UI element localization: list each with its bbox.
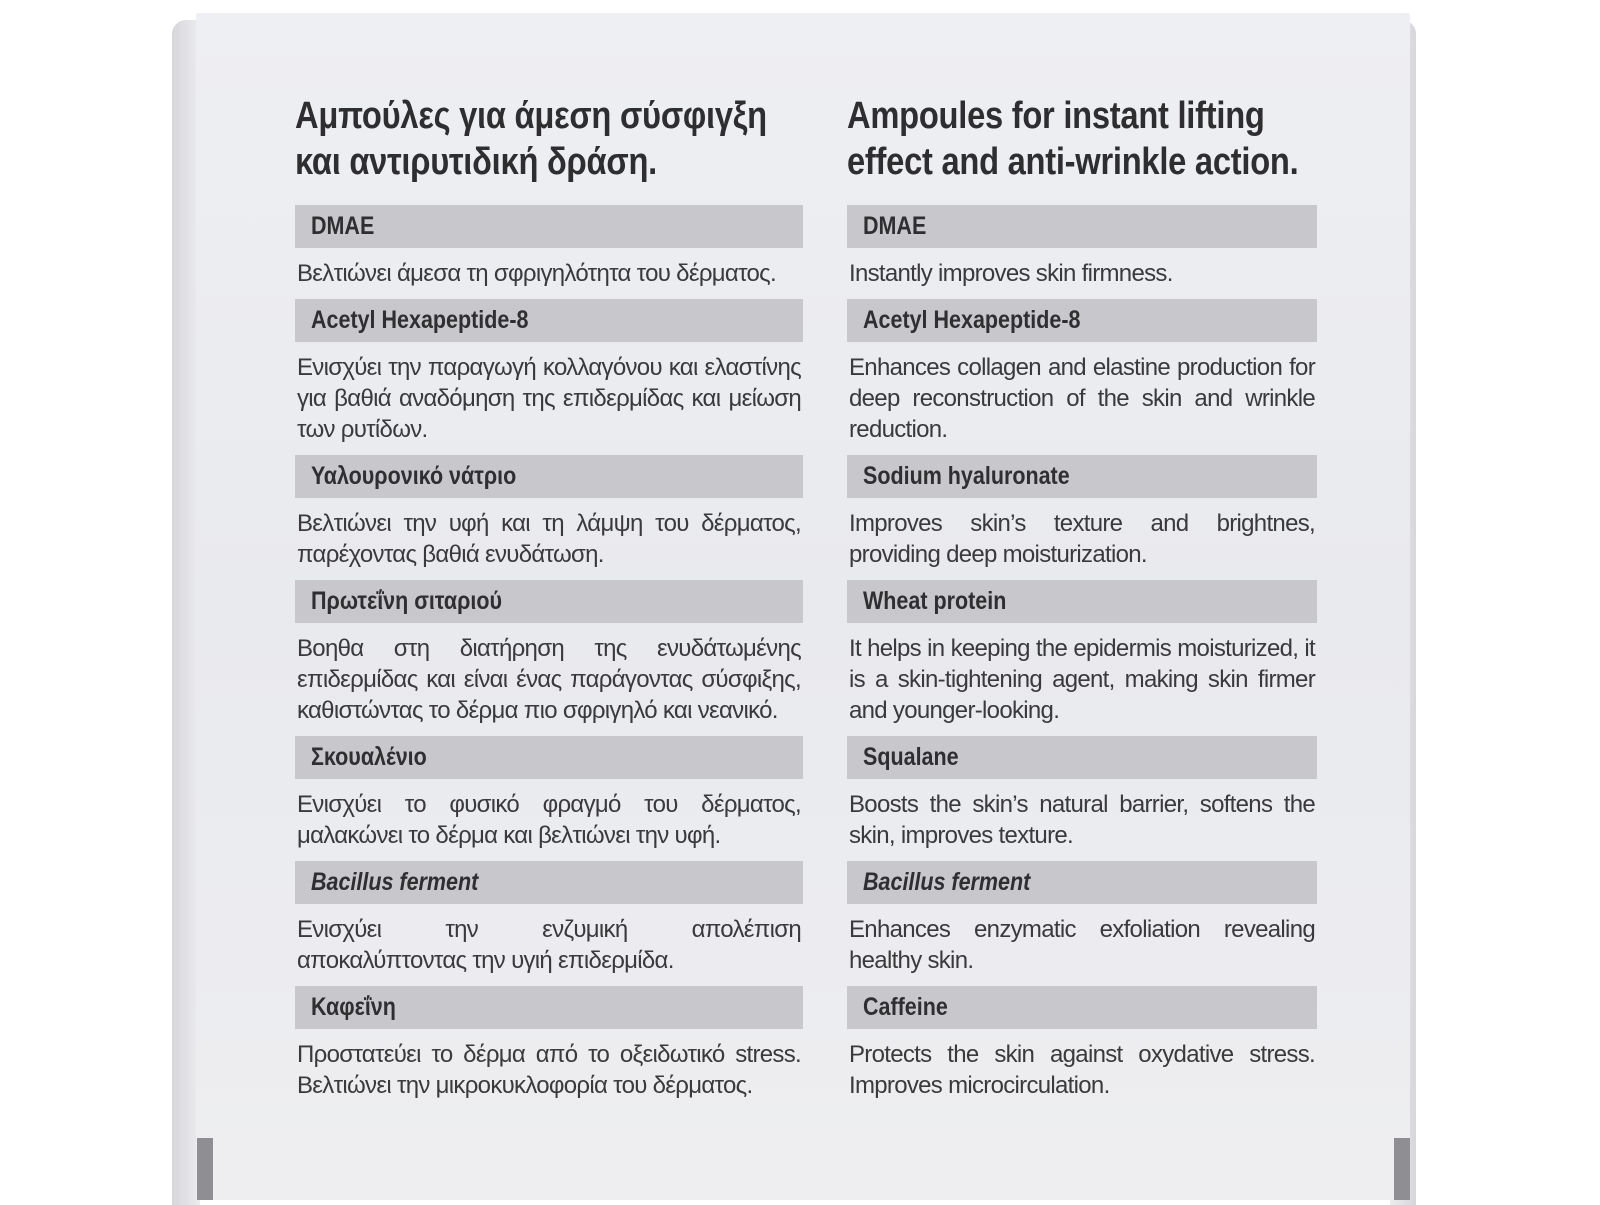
section-title: Acetyl Hexapeptide-8	[863, 306, 1081, 334]
section-description: Ενισχύει την παραγωγή κολλαγόνου και ελαστίνης για βαθιά αναδόμηση της επιδερμίδας και μείωση των ρυτίδων.	[297, 354, 801, 443]
section-header-bar	[847, 205, 1317, 248]
box-bottom-right-edge	[1394, 1138, 1410, 1200]
greek-section-squalane	[295, 736, 803, 851]
section-title: Υαλουρονικό νάτριο	[311, 462, 517, 490]
section-title: Wheat protein	[863, 587, 1007, 615]
section-title: Σκουαλένιο	[311, 743, 427, 771]
greek-section-bacillus-ferment	[295, 861, 803, 976]
section-header-bar	[295, 736, 803, 779]
section-header-bar	[847, 736, 1317, 779]
english-section-sodium-hyaluronate	[847, 455, 1317, 570]
english-heading-line-2: effect and anti-wrinkle action.	[847, 141, 1299, 183]
section-title: Bacillus ferment	[311, 868, 479, 896]
section-title: Acetyl Hexapeptide-8	[311, 306, 529, 334]
section-header-bar	[295, 861, 803, 904]
section-header-bar	[847, 580, 1317, 623]
section-description: Boosts the skin’s natural barrier, softens the skin, improves texture.	[849, 791, 1315, 849]
greek-heading	[295, 93, 767, 185]
english-section-caffeine	[847, 986, 1317, 1101]
section-header-bar	[295, 580, 803, 623]
section-header-bar	[847, 299, 1317, 342]
greek-section-wheat-protein	[295, 580, 803, 726]
greek-section-acetyl-hexapeptide	[295, 299, 803, 445]
section-description: Instantly improves skin firmness.	[849, 260, 1173, 287]
section-description: Enhances enzymatic exfoliation revealing healthy skin.	[849, 916, 1315, 974]
section-header-bar	[295, 205, 803, 248]
section-header-bar	[847, 986, 1317, 1029]
greek-heading-line-1: Αμπούλες για άμεση σύσφιγξη	[295, 95, 767, 137]
section-description: Protects the skin against oxydative stress. Improves microcirculation.	[849, 1041, 1315, 1099]
section-header-bar	[847, 455, 1317, 498]
english-section-dmae	[847, 205, 1317, 289]
section-header-bar	[295, 986, 803, 1029]
greek-column	[295, 93, 803, 1111]
section-description: Προστατεύει το δέρμα από το οξειδωτικό stress. Βελτιώνει την μικροκυκλοφορία του δέρματος.	[297, 1041, 801, 1099]
section-description: Ενισχύει το φυσικό φραγμό του δέρματος, μαλακώνει το δέρμα και βελτιώνει την υφή.	[297, 791, 801, 849]
greek-heading-line-2: και αντιρυτιδική δράση.	[295, 141, 657, 183]
section-title: DMAE	[863, 212, 927, 240]
section-description: Βοηθα στη διατήρηση της ενυδάτωμένης επιδερμίδας και είναι ένας παράγοντας σύσφιξης, καθιστώντας το δέρμα πιο σφριγηλό και νεανικό.	[297, 635, 801, 724]
section-title: Squalane	[863, 743, 959, 771]
english-section-acetyl-hexapeptide	[847, 299, 1317, 445]
section-title: Bacillus ferment	[863, 868, 1031, 896]
section-description: It helps in keeping the epidermis moisturized, it is a skin-tightening agent, making skin firmer and younger-looking.	[849, 635, 1315, 724]
section-title: Sodium hyaluronate	[863, 462, 1070, 490]
section-description: Ενισχύει την ενζυμική απολέπιση αποκαλύπτοντας την υγιή επιδερμίδα.	[297, 916, 801, 974]
section-title: Πρωτεΐνη σιταριού	[311, 587, 503, 615]
box-bottom-left-edge	[197, 1138, 213, 1200]
section-description: Βελτιώνει άμεσα τη σφριγηλότητα του δέρματος.	[297, 260, 776, 287]
english-section-bacillus-ferment	[847, 861, 1317, 976]
section-title: Καφεΐνη	[311, 993, 396, 1021]
english-heading	[847, 93, 1299, 185]
english-section-squalane	[847, 736, 1317, 851]
section-description: Improves skin’s texture and brightnes, providing deep moisturization.	[849, 510, 1315, 568]
section-header-bar	[295, 299, 803, 342]
greek-section-caffeine	[295, 986, 803, 1101]
greek-section-dmae	[295, 205, 803, 289]
section-header-bar	[847, 861, 1317, 904]
english-section-wheat-protein	[847, 580, 1317, 726]
greek-section-sodium-hyaluronate	[295, 455, 803, 570]
english-heading-line-1: Ampoules for instant lifting	[847, 95, 1265, 137]
section-description: Enhances collagen and elastine production for deep reconstruction of the skin and wrinkle reduction.	[849, 354, 1315, 443]
english-column	[847, 93, 1317, 1111]
section-description: Βελτιώνει την υφή και τη λάμψη του δέρματος, παρέχοντας βαθιά ενυδάτωση.	[297, 510, 801, 568]
section-title: DMAE	[311, 212, 375, 240]
section-header-bar	[295, 455, 803, 498]
section-title: Caffeine	[863, 993, 948, 1021]
